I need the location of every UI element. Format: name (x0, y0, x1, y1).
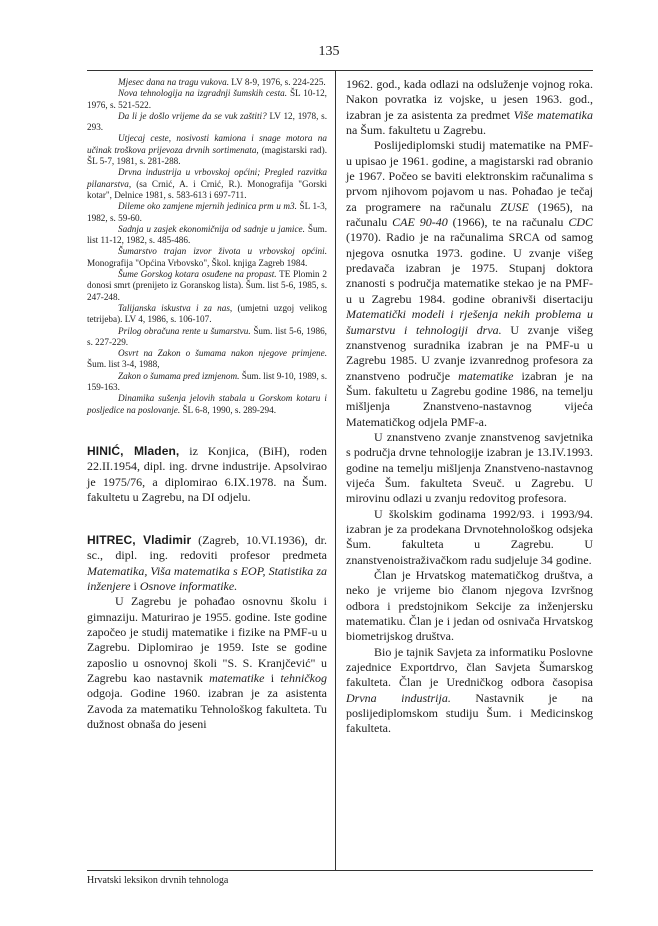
entry-name: HITREC, Vladimir (87, 533, 192, 548)
bibliography-details: (umjetni uzgoj velikog tetrijeba). LV 4, 1986, s. 106-107. (87, 302, 327, 325)
paragraph-italic: tehničkog (280, 671, 327, 685)
paragraph-text: U zvanje višeg znanstvenog suradnika izabran je na PMF-u u Zagrebu 1985. U zvanje izvanrednog profesora za znanstveno područje (346, 322, 593, 383)
entry-name: HINIĆ, Mladen, (87, 443, 180, 458)
bibliography-title: Prilog obračuna rente u šumarstvu. (118, 325, 251, 336)
subject-list: Matematika, Viša matematika s EOP, Statistika za inženjere (87, 563, 327, 593)
bibliography-title: Mjesec dana na tragu vukova. (118, 77, 229, 87)
paragraph-italic: ZUSE (500, 199, 529, 214)
paragraph-text: odgoja. Godine 1960. izabran je za asistenta Zavoda za matematiku Tehnološkog fakulteta. Tu dužnost obnaša do jeseni (87, 686, 327, 732)
bibliography-details: Monografija "Općina Vrbovsko", Škol. knjiga Zagreb 1984. (87, 257, 308, 268)
entry-hitrec (87, 533, 327, 594)
entry-hinic (87, 444, 327, 505)
paragraph-continued (346, 77, 593, 138)
paragraph-italic: CAE 90-40 (392, 215, 448, 230)
paragraph: U znanstveno zvanje znanstvenog savjetnika s područja drvne tehnologije izabran je 13.IV.1993. godine na temelju mišljenja Znanstveno-nastavnog vijeća Šum. fakulteta Sveuč. u Zagrebu. U mirovinu odlazi u zvanju redovitog profesora. (346, 429, 593, 506)
paragraph-text: (1965), na računalu (346, 199, 593, 230)
bibliography-details: ŠL 6-8, 1990, s. 289-294. (180, 404, 277, 415)
bibliography-item (87, 167, 327, 201)
bibliography-title: Drvna industrija u vrbovskoj općini; Pregled razvitka pilanarstva, (87, 167, 327, 189)
column-divider (335, 70, 336, 870)
paragraph-text: Bio je tajnik Savjeta za informatiku Poslovne zajednice Exportdrvo, član Savjeta Šumarskog fakulteta. Član je Uredničkog odbora časopisa (346, 644, 593, 690)
bibliography-title: Utjecaj ceste, nosivosti kamiona i snage motora na učinak troškova prijevoza drvnih sortimenata, (87, 133, 327, 155)
bibliography-details: ŠL 10-12, 1976, s. 521-522. (87, 88, 327, 110)
bibliography-details: Šum. list 5-6, 1986, s. 227-229. (87, 325, 327, 347)
paragraph-italic: Više matematika (513, 107, 593, 122)
bibliography-item (87, 88, 327, 111)
bibliography-title: Osvrt na Zakon o šumama nakon njegove primjene. (118, 348, 327, 359)
paragraph-text: na Šum. fakultetu u Zagrebu. (346, 123, 486, 138)
bibliography-details: (magistarski rad). ŠL 5-7, 1981, s. 281-288. (87, 144, 327, 167)
bibliography-details: (sa Crnić, A. i Crnić, R.). Monografija "Gorski kotar", Delnice 1981, s. 583-613 i 697-711. (87, 178, 327, 200)
bibliography-item (87, 111, 327, 134)
bibliography-item (87, 224, 327, 247)
bibliography-item (87, 77, 327, 88)
bibliography-details: LV 12, 1978, s. 293. (87, 110, 328, 133)
bibliography-details: Šum. list 9-10, 1989, s. 159-163. (87, 370, 328, 393)
bibliography-item (87, 303, 327, 326)
right-column (346, 77, 593, 737)
footer-rule (87, 870, 593, 871)
bibliography-item (87, 246, 327, 269)
paragraph-text: Poslijediplomski studij matematike na PMF-u upisao je 1961. godine, a magistarski rad obranio je 1967. Počeo se baviti elektronskim računalima s prvom njihovom pojavom u nas. Pohađao je tečaj za programere na računalu (346, 138, 593, 214)
paragraph-italic: Drvna industrija. (346, 690, 451, 705)
bibliography-list (87, 77, 327, 416)
bibliography-title: Nova tehnologija na izgradnji šumskih cesta. (118, 88, 288, 99)
entry-text: iz Konjica, (BiH), roden 22.II.1954, dipl. ing. drvne industrije. Apsolvirao je 1975/76, a diplomirao 6.IX.1978. na Šum. fakultetu u Zagrebu, na DI odjelu. (87, 443, 328, 504)
paragraph-text: (1966), te na računalu (447, 215, 569, 230)
paragraph-text: izabran je na Šum. fakultetu u Zagrebu godine 1986, na temelju mišljenja Znanstveno-nastavnog vijeća Matematičkog odjela PMF-a. (346, 368, 594, 429)
paragraph-italic: CDC (568, 215, 593, 230)
paragraph-text: U Zagrebu je pohađao osnovnu školu i gimnaziju. Maturirao je 1955. godine. Iste godine započeo je studij matematike i fizike na PMF-u u Zagrebu. Diplomirao je 1959. Iste se godine zaposlio u osnovnoj školi "S. S. Kranjčević" u Zagrebu kao nastavnik (87, 594, 327, 685)
bibliography-title: Da li je došlo vrijeme da se vuk zaštiti? (118, 110, 267, 121)
bibliography-details: Šum. list 11-12, 1982, s. 485-486. (87, 223, 327, 246)
bibliography-title: Talijanska iskustva i za nas, (118, 302, 233, 313)
entry-text: (Zagreb, 10.VI.1936), dr. sc., dipl. ing. redoviti profesor predmeta (87, 533, 327, 563)
paragraph-text: Nastavnik je na poslijediplomskom studiju Šum. i Medicinskog fakulteta. (346, 690, 593, 736)
bibliography-item (87, 133, 327, 167)
bibliography-title: Šumarstvo trajan izvor života u vrbovskoj općini. (118, 246, 327, 257)
entry-text: i (130, 578, 140, 593)
bibliography-details: ŠL 1-3, 1982, s. 59-60. (87, 201, 327, 223)
bibliography-details: LV 8-9, 1976, s. 224-225. (229, 77, 326, 87)
subject-list: Osnove informatike. (139, 578, 238, 593)
bibliography-title: Sadnja u zasjek ekonomičnija od sadnje u jamice. (118, 223, 305, 234)
header-rule (87, 70, 593, 71)
footer-text: Hrvatski leksikon drvnih tehnologa (87, 875, 229, 886)
paragraph (346, 645, 593, 737)
paragraph (346, 138, 593, 430)
bibliography-title: Dileme oko zamjene mjernih jedinica prm u m3. (118, 201, 297, 212)
paragraph-text: 1962. god., kada odlazi na odsluženje vojnog roka. Nakon povratka iz vojske, u jesen 1963. god., izabran je za asistenta za predmet (346, 77, 593, 122)
bibliography-item (87, 326, 327, 349)
paragraph-italic: matematike (209, 671, 265, 685)
bibliography-title: Dinamika sušenja jelovih stabala u Gorskom kotaru i posljedice na poslovanje. (87, 393, 327, 415)
bibliography-title: Šume Gorskog kotara osuđene na propast. (118, 269, 277, 280)
bibliography-item (87, 371, 327, 394)
bibliography-details: TE Plomin 2 donosi smrt (prenijeto iz Goranskog lista). Šum. list 5-6, 1985, s. 247-248. (87, 269, 327, 302)
bibliography-item (87, 201, 327, 224)
bibliography-item (87, 393, 327, 416)
paragraph-italic: matematike (458, 368, 514, 383)
paragraph-text: i (264, 671, 281, 685)
paragraph (87, 594, 327, 732)
paragraph: Član je Hrvatskog matematičkog društva, a neko je vrijeme bio članom njegova Izvršnog odbora i predstojnikom Sekcije za inženjersku matematiku. Član je i jedan od osnivača Hrvatskog biometrijskog društva. (346, 568, 593, 644)
page-number: 135 (318, 44, 340, 59)
bibliography-details: Šum. list 3-4, 1988, (87, 359, 160, 370)
paragraph-italic: Matematički modeli i rješenja nekih problema u šumarstvu i tehnologiji drva. (346, 307, 593, 337)
paragraph-text: (1970). Radio je na računalima SRCA od samog njegova osnutka 1973. godine. U zvanje višeg predavača izabran je 1975. Stupanj doktora znanosti s područja matematike stekao je na PMF-u u Zagrebu 1984. godine obranivši disertaciju (346, 230, 593, 306)
left-column (87, 77, 327, 732)
bibliography-item (87, 269, 327, 303)
paragraph: U školskim godinama 1992/93. i 1993/94. izabran je za prodekana Drvnotehnološkog odsjeka Šum. fakulteta u Zagrebu. U znanstvenoistraživačkom radu sudjeluje 34 godine. (346, 506, 593, 567)
bibliography-title: Zakon o šumama pred izmjenom. (118, 370, 240, 381)
bibliography-item (87, 348, 327, 371)
